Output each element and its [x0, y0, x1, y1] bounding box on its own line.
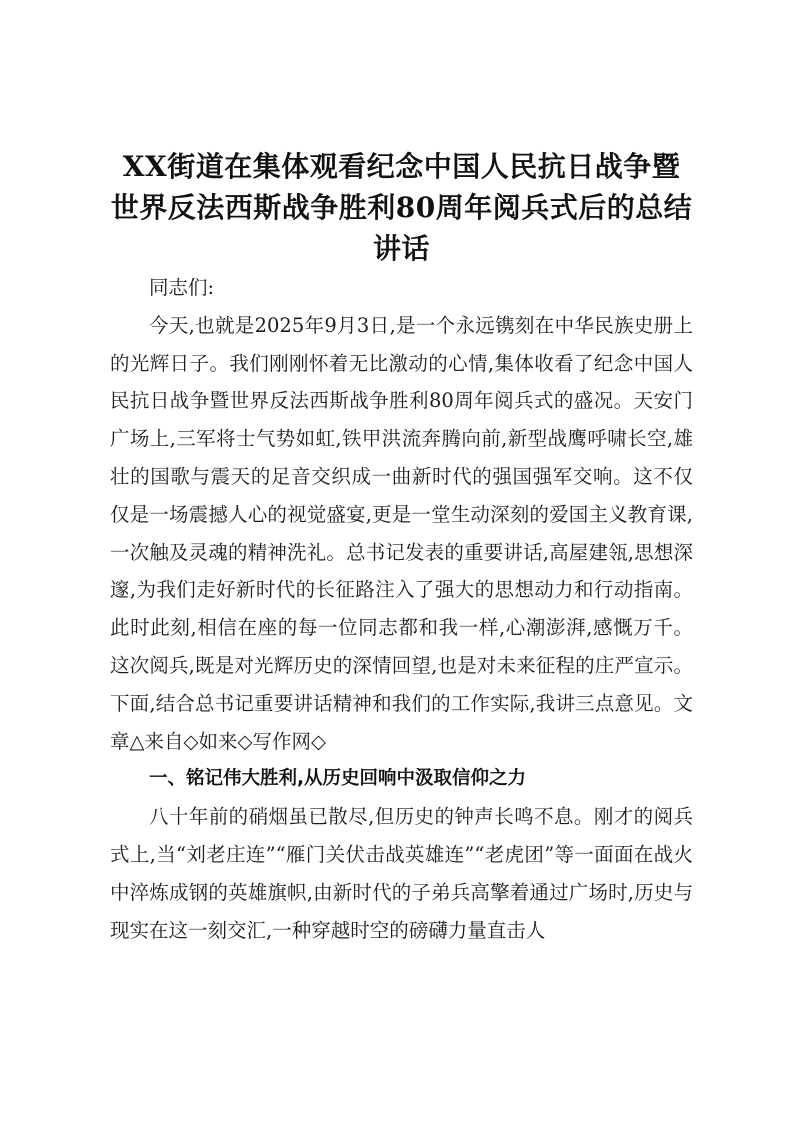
document-title: XX街道在集体观看纪念中国人民抗日战争暨世界反法西斯战争胜利80周年阅兵式后的总结讲话: [110, 150, 693, 265]
salutation: 同志们:: [149, 276, 215, 299]
document-page: [110, 146, 693, 949]
section-heading-1: 一、铭记伟大胜利,从历史回响中汲取信仰之力: [149, 768, 527, 790]
paragraph-intro: 今天,也就是2025年9月3日,是一个永远镌刻在中华民族史册上的光辉日子。我们刚刚怀着无比激动的心情,集体收看了纪念中国人民抗日战争暨世界反法西斯战争胜利80周年阅兵式的盛况。天安门广场上,三军将士气势如虹,铁甲洪流奔腾向前,新型战鹰呼啸长空,雄壮的国歌与震天的足音交织成一曲新时代的强国强军交响。这不仅仅是一场震撼人心的视觉盛宴,更是一堂生动深刻的爱国主义教育课,一次触及灵魂的精神洗礼。总书记发表的重要讲话,高屋建瓴,思想深邃,为我们走好新时代的长征路注入了强大的思想动力和行动指南。此时此刻,相信在座的每一位同志都和我一样,心潮澎湃,感慨万千。这次阅兵,既是对光辉历史的深情回望,也是对未来征程的庄严宣示。下面,结合总书记重要讲话精神和我们的工作实际,我讲三点意见。文章△来自◇如来◇写作网◇: [110, 313, 693, 753]
paragraph-section-1: 八十年前的硝烟虽已散尽,但历史的钟声长鸣不息。刚才的阅兵式上,当“刘老庄连”“雁门关伏击战英雄连”“老虎团”等一面面在战火中淬炼成钢的英雄旗帜,由新时代的子弟兵高擎着通过广场时,历史与现实在这一刻交汇,一种穿越时空的磅礴力量直击人: [110, 805, 693, 942]
